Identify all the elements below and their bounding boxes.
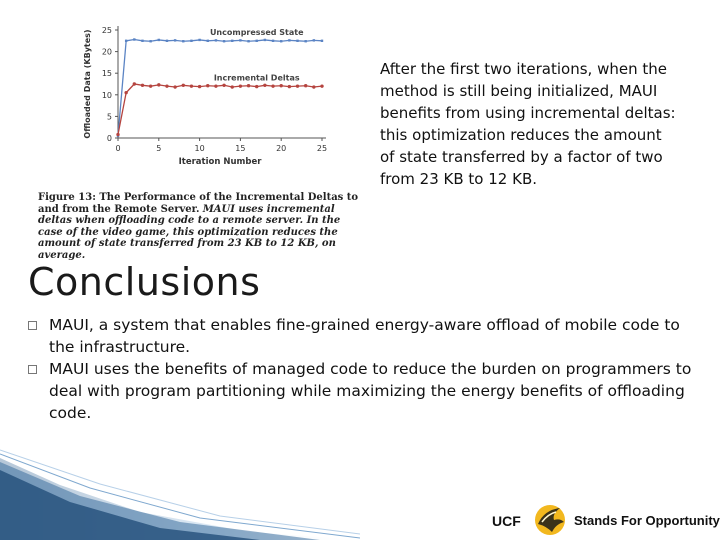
data-point: [312, 85, 315, 88]
data-point: [166, 40, 168, 42]
data-point: [141, 40, 143, 42]
bullet-box-icon: [28, 365, 37, 374]
data-point: [182, 84, 185, 87]
data-point: [320, 84, 323, 87]
data-point: [223, 40, 225, 42]
data-point: [133, 38, 135, 40]
y-axis-label: Offloaded Data (KBytes): [83, 29, 92, 139]
x-tick-label: 15: [235, 144, 246, 153]
data-point: [141, 84, 144, 87]
x-axis-label: Iteration Number: [178, 157, 262, 167]
data-point: [231, 40, 233, 42]
data-point: [158, 39, 160, 41]
caption-body: MAUI uses incremental deltas when offloading code to a remote server. In the case of the video game, this optimization reduces the amount of state transferred from 23 KB to 12 KB, on average.: [38, 203, 341, 261]
list-item: [28, 314, 703, 358]
data-point: [304, 40, 306, 42]
data-point: [222, 84, 225, 87]
bullet-text: MAUI, a system that enables fine-grained energy-aware offload of mobile code to the infrastructure.: [49, 316, 680, 356]
y-tick-label: 10: [101, 90, 112, 100]
data-point: [214, 84, 217, 87]
y-tick-label: 5: [106, 112, 112, 122]
data-point: [264, 39, 266, 41]
pegasus-icon: [530, 502, 570, 538]
data-point: [125, 40, 127, 42]
data-point: [198, 39, 200, 41]
data-point: [165, 84, 168, 87]
figure-13: [30, 20, 365, 261]
data-point: [272, 40, 274, 42]
data-point: [280, 84, 283, 87]
x-tick-label: 20: [276, 144, 287, 153]
data-point: [288, 39, 290, 41]
x-tick-label: 5: [156, 144, 162, 153]
data-point: [157, 83, 160, 86]
data-point: [174, 39, 176, 41]
x-tick-label: 25: [316, 144, 328, 153]
y-tick-label: 20: [101, 47, 112, 57]
x-tick-label: 0: [115, 144, 121, 153]
logo-tagline: Stands For Opportunity: [574, 513, 720, 528]
data-point: [313, 39, 315, 41]
x-tick-label: 10: [194, 144, 205, 153]
logo-wordmark: UCF: [492, 513, 521, 529]
y-tick-label: 0: [106, 134, 112, 143]
data-point: [116, 133, 119, 136]
data-point: [263, 84, 266, 87]
data-point: [173, 85, 176, 88]
data-point: [304, 84, 307, 87]
figure-caption: [38, 192, 368, 261]
corner-swoosh-decoration: [0, 440, 360, 540]
y-tick-label: 15: [101, 69, 112, 79]
data-point: [256, 40, 258, 42]
data-point: [124, 91, 127, 94]
data-point: [215, 39, 217, 41]
data-point: [239, 84, 242, 87]
bullet-text: MAUI uses the benefits of managed code to reduce the burden on programmers to deal with program partitioning while maximizing the energy benefits of offloading code.: [49, 360, 692, 422]
series-line-uncompressed: [118, 40, 322, 136]
side-note: After the first two iterations, when the method is still being initialized, MAUI benefits from using incremental deltas: this optimization reduces the amount of state transferred by a factor of two from 23 KB to 12 KB.: [380, 60, 676, 188]
data-point: [190, 40, 192, 42]
section-title: Conclusions: [28, 260, 261, 304]
data-point: [239, 39, 241, 41]
data-point: [296, 40, 298, 42]
list-item: [28, 358, 703, 424]
data-point: [231, 85, 234, 88]
data-point: [247, 40, 249, 42]
data-point: [321, 40, 323, 42]
conclusion-list: [28, 314, 703, 424]
offloaded-data-chart: [30, 20, 365, 192]
data-point: [149, 40, 151, 42]
data-point: [182, 40, 184, 42]
data-point: [190, 84, 193, 87]
data-point: [198, 85, 201, 88]
data-point: [206, 84, 209, 87]
data-point: [296, 84, 299, 87]
data-point: [247, 84, 250, 87]
data-point: [133, 82, 136, 85]
data-point: [280, 40, 282, 42]
data-point: [288, 85, 291, 88]
series-label: Uncompressed State: [209, 27, 304, 37]
data-point: [271, 84, 274, 87]
caption-lead: Figure 13: The Performance of the Incremental Deltas to and from the Remote Server.: [38, 192, 359, 215]
series-label: Incremental Deltas: [213, 73, 300, 83]
data-point: [149, 84, 152, 87]
data-point: [255, 85, 258, 88]
y-tick-label: 25: [101, 26, 112, 35]
bullet-box-icon: [28, 321, 37, 330]
series-line-incremental: [118, 84, 322, 135]
data-point: [207, 40, 209, 42]
